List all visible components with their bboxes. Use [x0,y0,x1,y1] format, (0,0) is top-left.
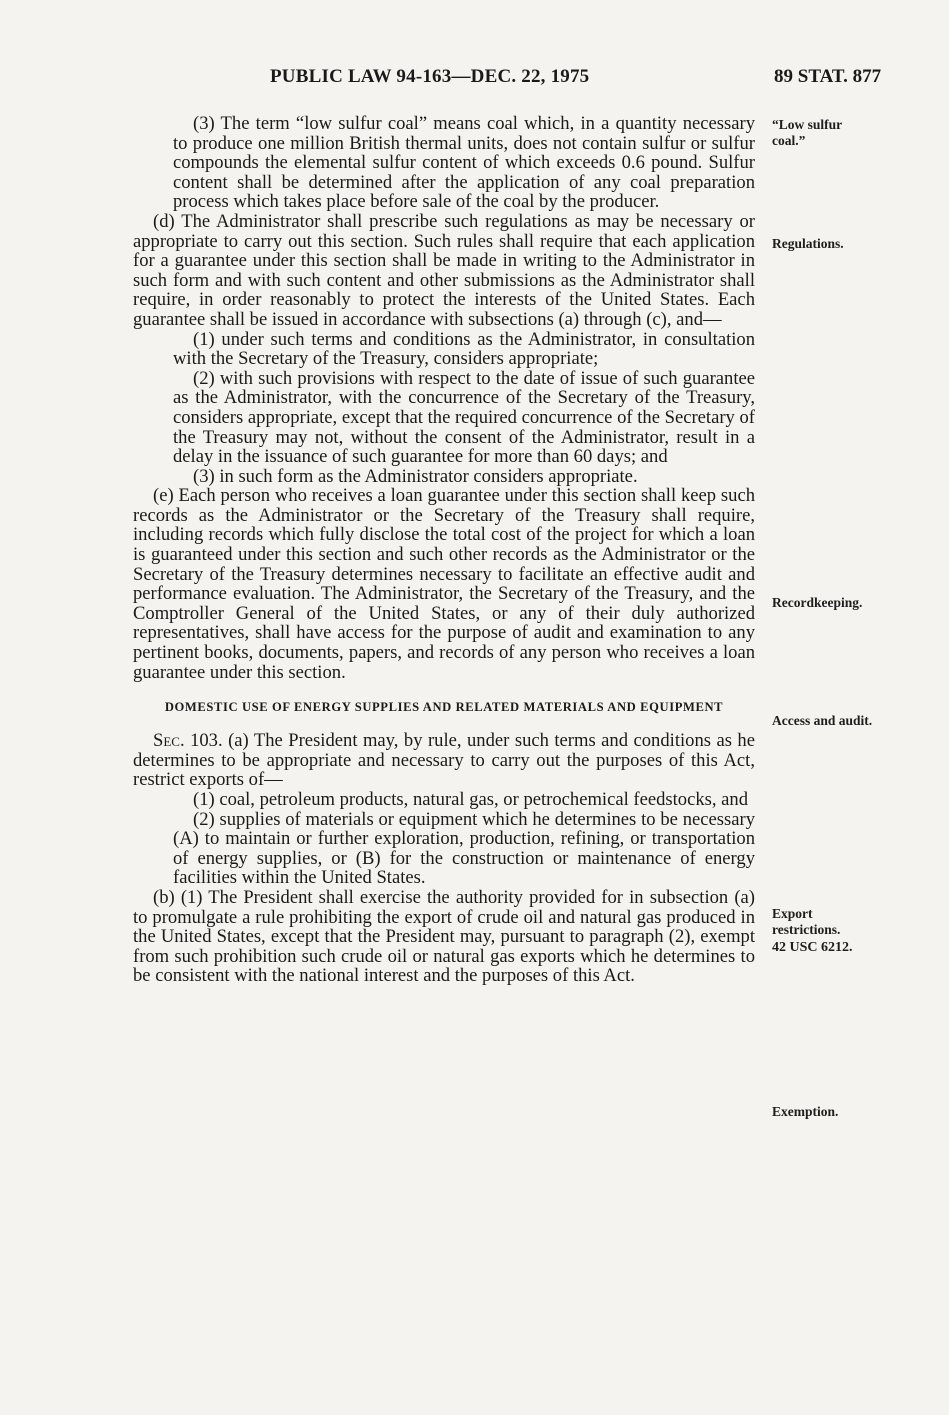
margin-note-usc-citation: 42 USC 6212. [772,940,853,955]
margin-note-exemption: Exemption. [772,1104,839,1119]
paragraph-e-recordkeeping: (e) Each person who receives a loan guarantee under this section shall keep such records as the Administrator or the Secretary of the Treasury shall require, including records which fully disclose the total cost of the project for which a loan is guaranteed under this section and such other records as the Administrator or the Secretary of the Treasury determines necessary to facilitate an effective audit and performance evaluation. The Administrator, the Secretary of the Treasury, and the Comptroller General of the United States, or any of their duly authorized representatives, shall have access for the purpose of audit and examination to any pertinent books, documents, papers, and records of any person who receives a loan guarantee under this section. [133,485,755,683]
paragraph-sec-103-a [133,731,755,790]
header-stat-citation: 89 STAT. 877 [774,66,882,87]
paragraph-d-1: (1) under such terms and conditions as the Administrator, in consultation with the Secretary of the Treasury, considers appropriate; [173,328,755,370]
margin-note-recordkeeping: Recordkeeping. [772,595,863,610]
paragraph-a-1: (1) coal, petroleum products, natural gas, or petrochemical feedstocks, and [193,789,749,810]
margin-note-regulations: Regulations. [772,236,844,251]
paragraph-b-1: (b) (1) The President shall exercise the authority provided for in subsection (a) to promulgate a rule prohibiting the export of crude oil and natural gas produced in the United States, except that the President may, pursuant to paragraph (2), exempt from such prohibition such crude oil or natural gas exports which he determines to be consistent with the national interest and the purposes of this Act. [133,886,755,987]
section-heading: DOMESTIC USE OF ENERGY SUPPLIES AND RELATED MATERIALS AND EQUIPMENT [164,700,724,715]
section-label: Sec. 103. [153,730,223,752]
paragraph-a-2: (2) supplies of materials or equipment which he determines to be necessary (A) to maintain or further exploration, production, refining, or transportation of energy supplies, or (B) for the construction or maintenance of energy facilities within the United States. [173,808,755,889]
paragraph-low-sulfur-definition: (3) The term “low sulfur coal” means coal which, in a quantity necessary to produce one million British thermal units, does not contain sulfur or sulfur compounds the elemental sulfur content of which exceeds 0.6 pound. Sulfur content shall be determined after the application of any coal preparation process which takes place before sale of the coal by the producer. [173,113,755,213]
page-header [0,66,949,90]
paragraph-d-2: (2) with such provisions with respect to the date of issue of such guarantee as the Administrator, with the concurrence of the Secretary of the Treasury, considers appropriate, except that the required concurrence of the Secretary of the Treasury may not, without the consent of the Administrator, result in a delay in the issuance of such guarantee for more than 60 days; and [173,367,755,468]
header-title: PUBLIC LAW 94-163—DEC. 22, 1975 [270,66,590,87]
margin-note-access-audit: Access and audit. [772,713,873,728]
margin-note-low-sulfur: “Low sulfur coal.” [772,117,842,148]
paragraph-d-regulations: (d) The Administrator shall prescribe such regulations as may be necessary or appropriate to carry out this section. Such rules shall require that each application for a guarantee under this section shall be made in writing to the Administrator in such form and with such content and other submissions as the Administrator shall require, in order reasonably to protect the interests of the United States. Each guarantee shall be issued in accordance with subsections (a) through (c), and— [133,210,755,330]
body-text [133,114,755,986]
sec-103-a-text: (a) The President may, by rule, under such terms and conditions as he determines to be appropriate and necessary to carry out the purposes of this Act, restrict exports of— [133,730,755,791]
paragraph-d-3: (3) in such form as the Administrator considers appropriate. [193,465,638,487]
margin-note-export-restrictions: Export restrictions. [772,906,841,937]
